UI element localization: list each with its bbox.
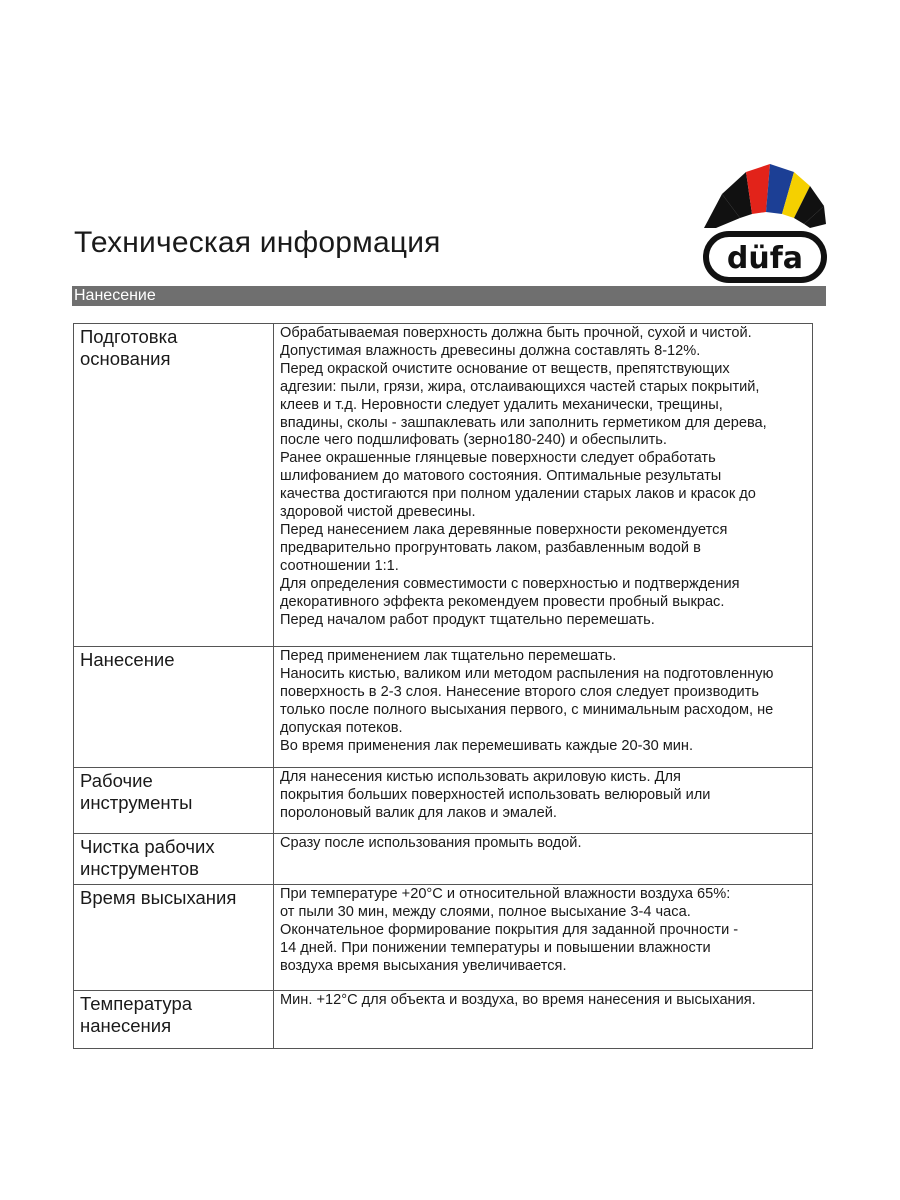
row-description-line: здоровой чистой древесины.	[280, 504, 476, 521]
row-label-line: Подготовка	[80, 326, 178, 347]
row-description	[274, 991, 813, 1049]
row-description	[274, 834, 813, 885]
row-description-line: Ранее окрашенные глянцевые поверхности следует обработать	[280, 450, 716, 467]
row-description	[274, 885, 813, 991]
row-description-line: Во время применения лак перемешивать каждые 20-30 мин.	[280, 737, 694, 754]
row-label-line: Температура	[80, 993, 193, 1014]
row-description-line: Наносить кистью, валиком или методом распыления на подготовленную	[280, 665, 774, 682]
row-description-line: допуская потеков.	[280, 719, 403, 736]
row-description-line: Для нанесения кистью использовать акриловую кисть. Для	[280, 769, 681, 785]
logo-wordmark: düfa	[726, 241, 804, 276]
row-description-line: Перед нанесением лака деревянные поверхности рекомендуется	[280, 521, 728, 538]
row-label-line: Чистка рабочих	[80, 836, 215, 857]
row-label-line: нанесения	[80, 1015, 172, 1036]
row-description-line: клеев и т.д. Неровности следует удалить механически, трещины,	[280, 396, 723, 413]
row-description-line: от пыли 30 мин, между слоями, полное высыхание 3-4 часа.	[280, 903, 691, 920]
row-description-line: покрытия больших поверхностей использовать велюровый или	[280, 786, 711, 803]
row-description-line: качества достигаются при полном удалении старых лаков и красок до	[280, 486, 756, 503]
row-description-line: Перед применением лак тщательно перемешать.	[280, 648, 617, 664]
row-description-line: Допустимая влажность древесины должна составлять 8-12%.	[280, 342, 701, 359]
row-description-line: Перед началом работ продукт тщательно перемешать.	[280, 611, 655, 628]
row-description-line: При температуре +20°С и относительной влажности воздуха 65%:	[280, 886, 731, 902]
section-heading: Нанесение	[74, 287, 156, 304]
row-label	[74, 991, 274, 1049]
row-description-line: соотношении 1:1.	[280, 557, 399, 574]
row-description-line: воздуха время высыхания увеличивается.	[280, 957, 567, 974]
row-description-line: шлифованием до матового состояния. Оптимальные результаты	[280, 468, 722, 485]
row-description-line: Обрабатываемая поверхность должна быть прочной, сухой и чистой.	[280, 325, 752, 341]
row-description-line: только после полного высыхания первого, с минимальным расходом, не	[280, 701, 774, 718]
table-row	[74, 834, 813, 885]
row-description	[274, 768, 813, 834]
row-description-line: адгезии: пыли, грязи, жира, отслаивающихся частей старых покрытий,	[280, 378, 760, 395]
technical-info-table	[73, 323, 813, 1049]
row-label	[74, 324, 274, 647]
row-label-line: Нанесение	[80, 649, 175, 670]
row-description-line: поверхность в 2-3 слоя. Нанесение второго слоя следует производить	[280, 683, 759, 700]
row-description-line: Окончательное формирование покрытия для заданной прочности -	[280, 921, 739, 938]
section-heading-bar	[72, 286, 826, 306]
row-description-line: предварительно прогрунтовать лаком, разбавленным водой в	[280, 539, 701, 556]
row-label	[74, 768, 274, 834]
row-label-line: основания	[80, 348, 171, 369]
row-label	[74, 647, 274, 768]
row-description-line: поролоновый валик для лаков и эмалей.	[280, 804, 557, 821]
table-row	[74, 991, 813, 1049]
document-title: Техническая информация	[74, 226, 441, 259]
row-description-line: Для определения совместимости с поверхностью и подтверждения	[280, 575, 740, 592]
row-label-line: Рабочие	[80, 770, 153, 791]
table-row	[74, 768, 813, 834]
table-row	[74, 324, 813, 647]
row-description	[274, 647, 813, 768]
dufa-logo	[702, 162, 828, 284]
row-label-line: инструменты	[80, 792, 193, 813]
row-label	[74, 834, 274, 885]
row-description-line: после чего подшлифовать (зерно180-240) и обеспылить.	[280, 432, 667, 449]
row-label-line: Время высыхания	[80, 887, 237, 908]
row-description-line: Сразу после использования промыть водой.	[280, 835, 582, 851]
row-description	[274, 324, 813, 647]
table-row	[74, 647, 813, 768]
row-description-line: 14 дней. При понижении температуры и повышении влажности	[280, 939, 711, 956]
row-description-line: декоративного эффекта рекомендуем провести пробный выкрас.	[280, 593, 725, 610]
row-description-line: Перед окраской очистите основание от веществ, препятствующих	[280, 360, 730, 377]
row-label	[74, 885, 274, 991]
row-description-line: впадины, сколы - зашпаклевать или заполнить герметиком для дерева,	[280, 414, 767, 431]
row-description-line: Мин. +12°С для объекта и воздуха, во время нанесения и высыхания.	[280, 992, 756, 1008]
table-row	[74, 885, 813, 991]
row-label-line: инструментов	[80, 858, 200, 879]
